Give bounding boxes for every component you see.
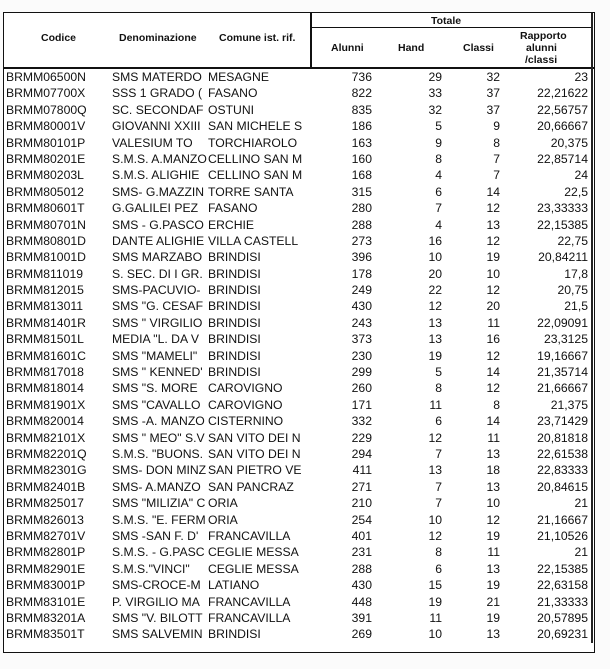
cell-hand: 6 (435, 184, 442, 199)
cell-denominazione: SMS -A. MANZO (112, 414, 205, 429)
cell-denominazione: P. VIRGILIO MA (112, 594, 200, 609)
cell-hand: 16 (428, 233, 442, 248)
cell-rapporto: 21,66667 (537, 381, 588, 396)
cell-codice: BRMM81401R (6, 315, 86, 330)
cell-codice: BRMM818014 (6, 381, 84, 396)
cell-denominazione: SMS SALVEMIN (112, 627, 203, 642)
cell-alunni: 288 (351, 217, 372, 232)
cell-rapporto: 21,35714 (537, 365, 588, 380)
cell-comune: CAROVIGNO (208, 397, 283, 412)
cell-denominazione: SMS "CAVALLO (112, 397, 201, 412)
cell-hand: 20 (428, 266, 442, 281)
cell-codice: BRMM81901X (6, 397, 86, 412)
cell-alunni: 254 (351, 512, 372, 527)
cell-hand: 12 (428, 528, 442, 543)
cell-hand: 5 (435, 365, 442, 380)
table-row (4, 594, 594, 610)
cell-codice: BRMM805012 (6, 184, 84, 199)
table-row (4, 315, 594, 331)
table-row (4, 184, 594, 200)
table-body (4, 69, 594, 643)
cell-codice: BRMM06500N (6, 70, 86, 84)
cell-alunni: 299 (351, 365, 372, 380)
cell-classi: 19 (486, 250, 500, 265)
cell-codice: BRMM80801D (6, 233, 86, 248)
cell-denominazione: SMS- DON MINZ (112, 463, 207, 478)
cell-rapporto: 20,84211 (538, 250, 588, 265)
header-denominazione: Denominazione (119, 32, 197, 44)
cell-hand: 33 (428, 86, 442, 101)
cell-alunni: 373 (351, 332, 372, 347)
cell-hand: 12 (428, 299, 442, 314)
table-row (4, 380, 594, 396)
cell-alunni: 271 (351, 479, 372, 494)
cell-denominazione: S.M.S. "BUONS. (112, 446, 204, 461)
cell-hand: 4 (435, 168, 442, 183)
cell-codice: BRMM80101P (6, 135, 86, 150)
cell-alunni: 448 (351, 594, 372, 609)
cell-comune: FRANCAVILLA (208, 610, 291, 625)
cell-alunni: 249 (351, 283, 372, 298)
cell-alunni: 269 (351, 627, 372, 642)
cell-denominazione: SMS "G. CESAF (112, 299, 204, 314)
cell-comune: SAN MICHELE S (208, 119, 303, 134)
cell-comune: CAROVIGNO (208, 381, 283, 396)
table-row (4, 331, 594, 347)
cell-rapporto: 22,15385 (537, 217, 588, 232)
cell-hand: 6 (435, 414, 442, 429)
table-row (4, 561, 594, 577)
cell-alunni: 835 (351, 102, 372, 117)
table-row (4, 167, 594, 183)
cell-denominazione: S.M.S. ALIGHIE (112, 168, 200, 183)
cell-classi: 19 (486, 610, 500, 625)
cell-classi: 13 (486, 479, 500, 494)
cell-alunni: 822 (351, 86, 372, 101)
cell-alunni: 229 (351, 430, 372, 445)
cell-hand: 15 (428, 578, 442, 593)
table-row (4, 364, 594, 380)
table-row (4, 430, 594, 446)
cell-hand: 4 (435, 217, 442, 232)
table-row (4, 102, 594, 118)
cell-classi: 13 (486, 217, 500, 232)
cell-classi: 11 (487, 315, 500, 330)
cell-comune: BRINDISI (208, 627, 261, 642)
cell-classi: 37 (486, 86, 500, 101)
cell-alunni: 396 (351, 250, 372, 265)
cell-codice: BRMM83201A (6, 610, 86, 625)
cell-classi: 11 (487, 545, 500, 560)
cell-classi: 8 (493, 135, 500, 150)
cell-codice: BRMM82301G (6, 463, 87, 478)
cell-rapporto: 22,63158 (537, 578, 588, 593)
cell-comune: BRINDISI (208, 250, 261, 265)
cell-comune: SAN PIETRO VE (208, 463, 302, 478)
table-row (4, 544, 594, 560)
cell-hand: 19 (428, 594, 442, 609)
table-row (4, 413, 594, 429)
cell-codice: BRMM80203L (6, 168, 84, 183)
cell-classi: 16 (486, 332, 500, 347)
cell-hand: 19 (428, 348, 442, 363)
table-row (4, 217, 594, 233)
cell-hand: 8 (435, 381, 442, 396)
cell-rapporto: 21,375 (550, 397, 588, 412)
cell-classi: 12 (486, 512, 500, 527)
cell-alunni: 332 (351, 414, 372, 429)
cell-rapporto: 22,5 (564, 184, 588, 199)
cell-codice: BRMM82101X (6, 430, 86, 445)
cell-rapporto: 23 (574, 70, 588, 84)
table-row (4, 282, 594, 298)
cell-rapporto: 21,10526 (537, 528, 588, 543)
cell-codice: BRMM82401B (6, 479, 86, 494)
cell-codice: BRMM82901E (6, 561, 86, 576)
cell-comune: VILLA CASTELL (208, 233, 299, 248)
cell-hand: 13 (428, 463, 442, 478)
cell-classi: 12 (486, 201, 500, 216)
cell-hand: 11 (429, 610, 442, 625)
cell-alunni: 294 (351, 446, 372, 461)
cell-alunni: 411 (352, 463, 372, 478)
cell-classi: 12 (486, 348, 500, 363)
cell-comune: FASANO (208, 86, 258, 101)
table-row (4, 69, 594, 85)
cell-denominazione: SMS - G.PASCO (112, 217, 204, 232)
cell-comune: OSTUNI (208, 102, 255, 117)
cell-classi: 18 (486, 463, 500, 478)
cell-comune: CEGLIE MESSA (208, 561, 299, 576)
cell-comune: CELLINO SAN M (208, 151, 303, 166)
cell-hand: 29 (428, 70, 442, 84)
cell-hand: 13 (428, 332, 442, 347)
table-row (4, 135, 594, 151)
cell-hand: 10 (428, 627, 442, 642)
table-row (4, 610, 594, 626)
cell-classi: 13 (486, 561, 500, 576)
cell-alunni: 430 (351, 299, 372, 314)
table-row (4, 151, 594, 167)
table-row (4, 85, 594, 101)
cell-classi: 10 (486, 496, 500, 511)
cell-classi: 12 (486, 381, 500, 396)
cell-classi: 21 (486, 594, 500, 609)
table-row (4, 512, 594, 528)
cell-denominazione: S.M.S. A.MANZO (112, 151, 207, 166)
cell-codice: BRMM813011 (6, 299, 83, 314)
cell-hand: 11 (429, 397, 442, 412)
cell-alunni: 260 (351, 381, 372, 396)
cell-codice: BRMM811019 (6, 266, 83, 281)
cell-rapporto: 22,61538 (537, 446, 588, 461)
cell-rapporto: 22,83333 (537, 463, 588, 478)
cell-alunni: 736 (351, 70, 372, 84)
cell-denominazione: SMS "MAMELI" (112, 348, 198, 363)
cell-rapporto: 20,81818 (537, 430, 588, 445)
cell-classi: 14 (486, 365, 500, 380)
cell-classi: 9 (493, 119, 500, 134)
cell-alunni: 171 (351, 397, 372, 412)
table-row (4, 577, 594, 593)
cell-comune: BRINDISI (208, 283, 261, 298)
cell-comune: BRINDISI (208, 299, 261, 314)
cell-rapporto: 20,69231 (537, 627, 588, 642)
header-hand: Hand (398, 42, 425, 54)
cell-denominazione: SMS "S. MORE (112, 381, 198, 396)
cell-classi: 12 (486, 233, 500, 248)
cell-codice: BRMM80701N (6, 217, 86, 232)
table-row (4, 233, 594, 249)
cell-classi: 32 (486, 70, 500, 84)
cell-hand: 5 (435, 119, 442, 134)
cell-denominazione: SMS-PACUVIO- (112, 283, 201, 298)
cell-denominazione: SMS- G.MAZZIN (112, 184, 205, 199)
cell-alunni: 391 (351, 610, 372, 625)
cell-comune: BRINDISI (208, 315, 261, 330)
cell-classi: 10 (486, 266, 500, 281)
cell-hand: 7 (435, 446, 442, 461)
cell-rapporto: 20,66667 (537, 119, 588, 134)
cell-classi: 19 (486, 578, 500, 593)
cell-classi: 19 (486, 528, 500, 543)
cell-rapporto: 23,71429 (537, 414, 588, 429)
cell-denominazione: S.M.S. "E. FERM (112, 512, 206, 527)
cell-comune: TORRE SANTA (208, 184, 294, 199)
cell-hand: 9 (435, 135, 442, 150)
cell-classi: 20 (486, 299, 500, 314)
header-rapporto-3: /classi (525, 54, 558, 66)
cell-codice: BRMM826013 (6, 512, 84, 527)
cell-codice: BRMM82701V (6, 528, 86, 543)
cell-codice: BRMM825017 (6, 496, 84, 511)
cell-denominazione: GIOVANNI XXIII (112, 119, 201, 134)
cell-rapporto: 19,16667 (537, 348, 588, 363)
cell-codice: BRMM83101E (6, 594, 86, 609)
cell-hand: 7 (435, 201, 442, 216)
cell-rapporto: 21,16667 (537, 512, 588, 527)
cell-comune: MESAGNE (208, 70, 269, 84)
cell-denominazione: SMS " VIRGILIO (112, 315, 203, 330)
cell-alunni: 210 (351, 496, 372, 511)
cell-denominazione: SMS "MILIZIA" C (112, 496, 206, 511)
cell-comune: CISTERNINO (208, 414, 284, 429)
cell-alunni: 231 (351, 545, 372, 560)
cell-rapporto: 22,56757 (537, 102, 588, 117)
table-row (4, 495, 594, 511)
cell-hand: 8 (435, 151, 442, 166)
cell-alunni: 230 (351, 348, 372, 363)
cell-denominazione: SMS MATERDO (112, 70, 202, 84)
table-row (4, 266, 594, 282)
cell-rapporto: 21 (574, 545, 588, 560)
cell-codice: BRMM82201Q (6, 446, 87, 461)
totale-underline (310, 27, 593, 28)
cell-denominazione: SMS "V. BILOTT (112, 610, 203, 625)
cell-rapporto: 22,15385 (537, 561, 588, 576)
cell-alunni: 243 (351, 315, 372, 330)
cell-rapporto: 21,5 (564, 299, 588, 314)
cell-hand: 32 (428, 102, 442, 117)
cell-denominazione: VALESIUM TO (112, 135, 193, 150)
cell-hand: 12 (428, 430, 442, 445)
cell-rapporto: 22,09091 (537, 315, 588, 330)
cell-comune: ORIA (208, 496, 238, 511)
cell-rapporto: 20,84615 (537, 479, 588, 494)
cell-codice: BRMM80001V (6, 119, 86, 134)
cell-denominazione: G.GALILEI PEZ (112, 201, 199, 216)
cell-hand: 10 (428, 512, 442, 527)
table-row (4, 479, 594, 495)
header-rapporto-2: alunni (526, 42, 557, 54)
table-row (4, 249, 594, 265)
data-table (3, 12, 595, 653)
cell-rapporto: 20,57895 (537, 610, 588, 625)
cell-classi: 13 (486, 446, 500, 461)
cell-classi: 7 (493, 151, 500, 166)
cell-codice: BRMM820014 (6, 414, 84, 429)
cell-comune: BRINDISI (208, 266, 261, 281)
cell-denominazione: SMS MARZABO (112, 250, 203, 265)
header-alunni: Alunni (331, 42, 364, 54)
table-row (4, 200, 594, 216)
cell-alunni: 163 (351, 135, 372, 150)
cell-comune: SAN VITO DEI N (208, 446, 301, 461)
cell-alunni: 280 (351, 201, 372, 216)
cell-classi: 7 (493, 168, 500, 183)
cell-comune: SAN PANCRAZ (208, 479, 294, 494)
cell-rapporto: 20,375 (550, 135, 588, 150)
header-comune: Comune ist. rif. (219, 32, 296, 44)
cell-alunni: 288 (351, 561, 372, 576)
cell-denominazione: SMS " KENNED' (112, 365, 203, 380)
header-divider (310, 13, 312, 69)
cell-hand: 7 (435, 496, 442, 511)
cell-codice: BRMM83501T (6, 627, 85, 642)
cell-comune: FRANCAVILLA (208, 594, 291, 609)
cell-comune: FASANO (208, 201, 258, 216)
cell-denominazione: S.M.S."VINCI" (112, 561, 190, 576)
cell-comune: LATIANO (208, 578, 260, 593)
cell-comune: BRINDISI (208, 348, 261, 363)
cell-classi: 13 (486, 627, 500, 642)
right-border (591, 13, 593, 643)
header-classi: Classi (463, 42, 494, 54)
cell-comune: FRANCAVILLA (208, 528, 291, 543)
table-row (4, 118, 594, 134)
cell-alunni: 168 (351, 168, 372, 183)
cell-codice: BRMM81501L (6, 332, 84, 347)
cell-rapporto: 23,3125 (543, 332, 588, 347)
cell-codice: BRMM82801P (6, 545, 86, 560)
cell-hand: 13 (428, 315, 442, 330)
cell-codice: BRMM80601T (6, 201, 85, 216)
cell-denominazione: SMS-CROCE-M (112, 578, 201, 593)
cell-codice: BRMM81001D (6, 250, 86, 265)
table-row (4, 348, 594, 364)
cell-codice: BRMM83001P (6, 578, 86, 593)
cell-rapporto: 17,8 (564, 266, 588, 281)
cell-classi: 14 (486, 414, 500, 429)
cell-codice: BRMM07800Q (6, 102, 87, 117)
cell-rapporto: 21 (574, 496, 588, 511)
cell-codice: BRMM81601C (6, 348, 86, 363)
cell-comune: TORCHIAROLO (208, 135, 298, 150)
cell-denominazione: S.M.S. - G.PASC (112, 545, 205, 560)
table-row (4, 397, 594, 413)
cell-denominazione: S. SEC. DI I GR. (112, 266, 203, 281)
cell-classi: 11 (487, 430, 500, 445)
cell-codice: BRMM817018 (6, 365, 84, 380)
cell-comune: ERCHIE (208, 217, 255, 232)
cell-classi: 12 (486, 283, 500, 298)
cell-classi: 8 (493, 397, 500, 412)
cell-denominazione: SC. SECONDAF (112, 102, 204, 117)
cell-rapporto: 21,33333 (537, 594, 588, 609)
cell-classi: 14 (486, 184, 500, 199)
cell-alunni: 160 (351, 151, 372, 166)
cell-denominazione: SMS -SAN F. D' (112, 528, 199, 543)
cell-denominazione: SSS 1 GRADO ( (112, 86, 203, 101)
cell-rapporto: 23,33333 (537, 201, 588, 216)
cell-hand: 7 (435, 479, 442, 494)
cell-rapporto: 22,21622 (537, 86, 588, 101)
cell-comune: BRINDISI (208, 332, 261, 347)
cell-alunni: 401 (351, 528, 372, 543)
cell-comune: CELLINO SAN M (208, 168, 303, 183)
cell-rapporto: 22,75 (557, 233, 588, 248)
table-row (4, 528, 594, 544)
table-row (4, 626, 594, 642)
table-row (4, 298, 594, 314)
cell-alunni: 273 (351, 233, 372, 248)
cell-denominazione: MEDIA "L. DA V (112, 332, 199, 347)
cell-alunni: 315 (351, 184, 372, 199)
cell-hand: 8 (435, 545, 442, 560)
cell-alunni: 430 (351, 578, 372, 593)
cell-denominazione: SMS- A.MANZO (112, 479, 201, 494)
cell-comune: ORIA (208, 512, 238, 527)
cell-rapporto: 22,85714 (537, 151, 588, 166)
cell-alunni: 186 (351, 119, 372, 134)
header-codice: Codice (41, 32, 77, 44)
cell-codice: BRMM812015 (6, 283, 84, 298)
cell-codice: BRMM07700X (6, 86, 86, 101)
cell-comune: SAN VITO DEI N (208, 430, 301, 445)
cell-hand: 6 (435, 561, 442, 576)
cell-rapporto: 24 (574, 168, 588, 183)
cell-codice: BRMM80201E (6, 151, 86, 166)
header-rapporto-1: Rapporto (520, 30, 567, 42)
cell-comune: CEGLIE MESSA (208, 545, 299, 560)
cell-alunni: 178 (351, 266, 372, 281)
cell-hand: 10 (428, 250, 442, 265)
table-header (4, 13, 594, 69)
cell-classi: 37 (486, 102, 500, 117)
table-row (4, 446, 594, 462)
cell-rapporto: 20,75 (557, 283, 588, 298)
cell-denominazione: SMS " MEO" S.V (112, 430, 205, 445)
cell-denominazione: DANTE ALIGHIE (112, 233, 205, 248)
header-totale: Totale (431, 15, 462, 27)
cell-hand: 22 (428, 283, 442, 298)
cell-comune: BRINDISI (208, 365, 261, 380)
table-row (4, 462, 594, 478)
